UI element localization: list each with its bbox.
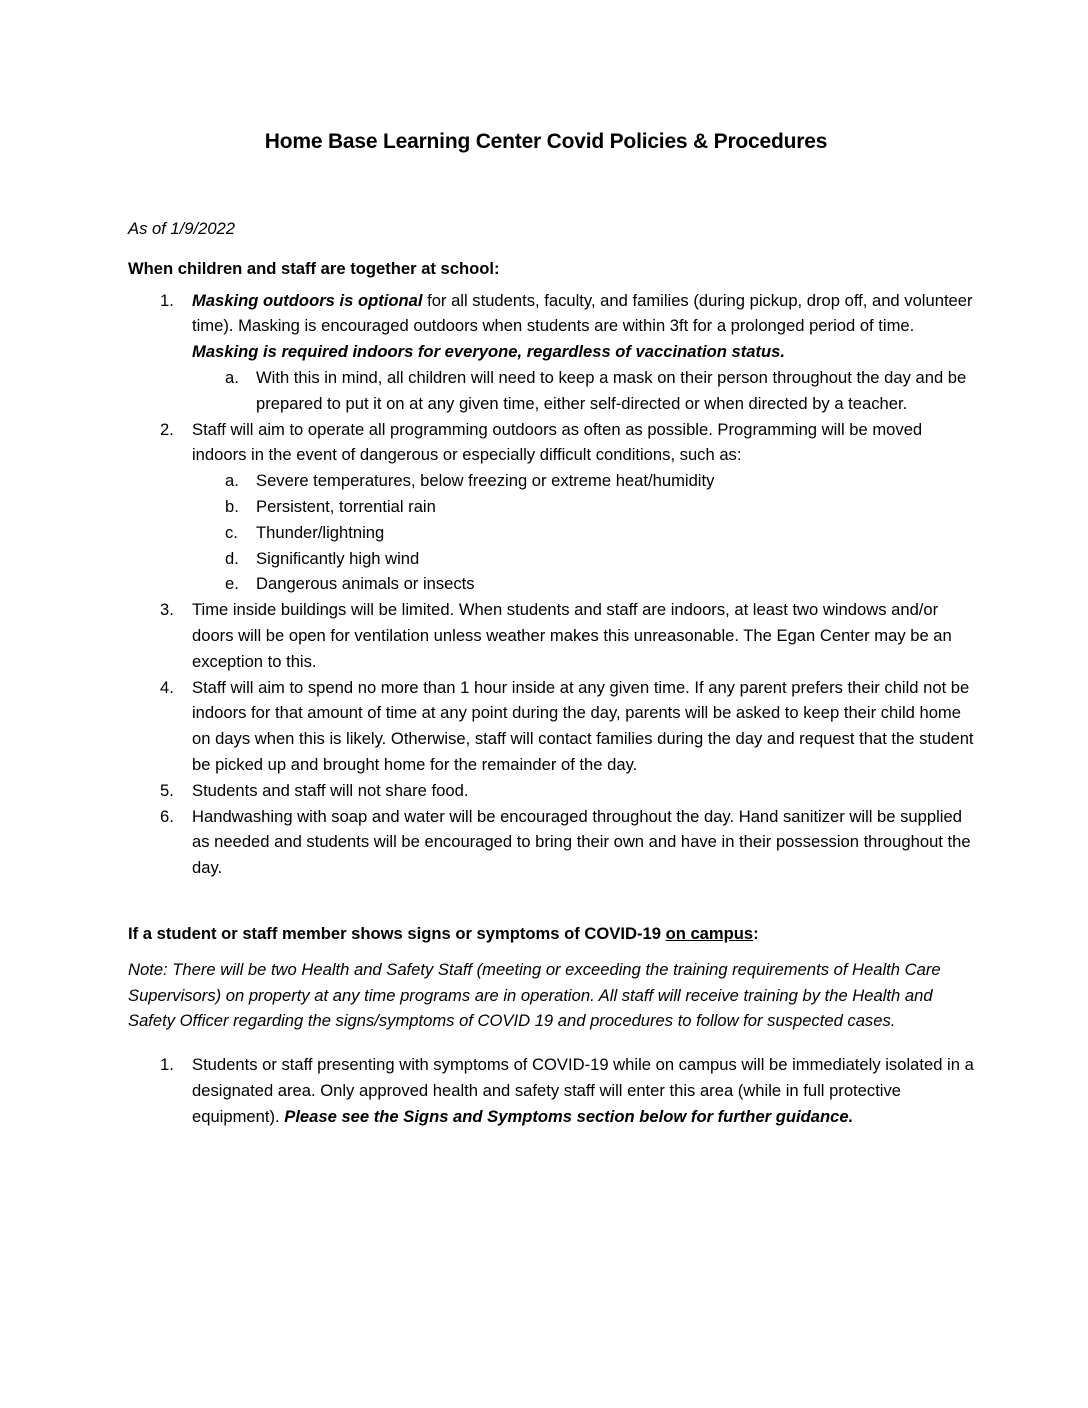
heading-underlined-text: on campus bbox=[665, 923, 754, 943]
heading-text-end: : bbox=[753, 923, 759, 943]
sub-list-item bbox=[192, 494, 978, 520]
sub-list-item bbox=[192, 468, 978, 494]
sub-list-letter: c. bbox=[225, 522, 238, 542]
list-number: 4. bbox=[160, 677, 174, 697]
sub-list bbox=[192, 468, 978, 597]
sub-list-item bbox=[192, 546, 978, 572]
sub-list-text: Significantly high wind bbox=[256, 548, 420, 568]
list-item bbox=[128, 417, 978, 598]
sub-list-item bbox=[192, 520, 978, 546]
sub-list-text: With this in mind, all children will need to keep a mask on their person throughout the day and be prepared to put it on at any given time, either self-directed or when directed by a teacher. bbox=[256, 367, 967, 413]
list-number: 3. bbox=[160, 600, 174, 620]
list-item-text: Handwashing with soap and water will be encouraged throughout the day. Hand sanitizer will be supplied as needed and students will be encouraged to bring their own and have in their possession throughout the day. bbox=[192, 806, 971, 878]
list-number: 1. bbox=[160, 290, 174, 310]
heading-text: If a student or staff member shows signs or symptoms of COVID-19 bbox=[128, 923, 666, 943]
sub-list-text: Persistent, torrential rain bbox=[256, 496, 436, 516]
document-body bbox=[128, 216, 978, 1130]
list-number: 2. bbox=[160, 419, 174, 439]
sub-list-item bbox=[192, 571, 978, 597]
list-item bbox=[128, 675, 978, 778]
at-school-list bbox=[128, 288, 978, 881]
emphasis-text: Please see the Signs and Symptoms section below for further guidance. bbox=[284, 1106, 854, 1126]
list-item bbox=[128, 597, 978, 674]
emphasis-text: Masking outdoors is optional bbox=[192, 290, 423, 310]
sub-list-text: Thunder/lightning bbox=[256, 522, 385, 542]
list-item bbox=[128, 288, 978, 417]
section-heading-at-school: When children and staff are together at school: bbox=[128, 258, 500, 278]
list-item bbox=[128, 804, 978, 881]
list-number: 5. bbox=[160, 780, 174, 800]
sub-list-letter: a. bbox=[225, 367, 239, 387]
symptoms-list bbox=[128, 1052, 978, 1129]
document-title: Home Base Learning Center Covid Policies & Procedures bbox=[264, 130, 828, 153]
sub-list-letter: d. bbox=[225, 548, 239, 568]
sub-list-text: Severe temperatures, below freezing or extreme heat/humidity bbox=[256, 471, 715, 491]
list-item-text: for all students, faculty, and families (during pickup, drop off, and volunteer time). Masking is encouraged outdoors when students are within 3ft for a prolonged period of time. bbox=[192, 290, 973, 336]
sub-list bbox=[192, 365, 978, 417]
sub-list-text: Dangerous animals or insects bbox=[256, 574, 475, 594]
list-item-text: Staff will aim to spend no more than 1 hour inside at any given time. If any parent prefers their child not be indoors for that amount of time at any point during the day, parents will be asked to keep their child home on days when this is likely. Otherwise, staff will contact families during the day and request that the student be picked up and brought home for the remainder of the day. bbox=[192, 677, 974, 774]
list-item-text: Students or staff presenting with symptoms of COVID-19 while on campus will be immediately isolated in a designated area. Only approved health and safety staff will enter this area (while in full protective equipment). bbox=[192, 1055, 974, 1126]
list-item bbox=[128, 1052, 978, 1129]
list-number: 1. bbox=[160, 1055, 174, 1075]
section-heading-symptoms bbox=[128, 921, 978, 947]
list-number: 6. bbox=[160, 806, 174, 826]
sub-list-letter: b. bbox=[225, 496, 239, 516]
sub-list-letter: a. bbox=[225, 471, 239, 491]
sub-list-item bbox=[192, 365, 978, 417]
list-item-text: Time inside buildings will be limited. When students and staff are indoors, at least two windows and/or doors will be open for ventilation unless weather makes this unreasonable. The Egan Center may be an exception to this. bbox=[192, 600, 952, 671]
sub-list-letter: e. bbox=[225, 574, 239, 594]
list-item bbox=[128, 778, 978, 804]
as-of-date: As of 1/9/2022 bbox=[128, 219, 236, 238]
list-item-text: Students and staff will not share food. bbox=[192, 780, 469, 800]
health-safety-note: Note: There will be two Health and Safety Staff (meeting or exceeding the training requirements of Health Care Supervisors) on property at any time programs are in operation. All staff will receive training by the Health and Safety Officer regarding the signs/symptoms of COVID 19 and procedures to follow for suspected cases. bbox=[128, 959, 941, 1031]
list-item-text: Staff will aim to operate all programming outdoors as often as possible. Programming will be moved indoors in the event of dangerous or especially difficult conditions, such as: bbox=[192, 419, 923, 465]
emphasis-text: Masking is required indoors for everyone, regardless of vaccination status. bbox=[192, 342, 785, 362]
